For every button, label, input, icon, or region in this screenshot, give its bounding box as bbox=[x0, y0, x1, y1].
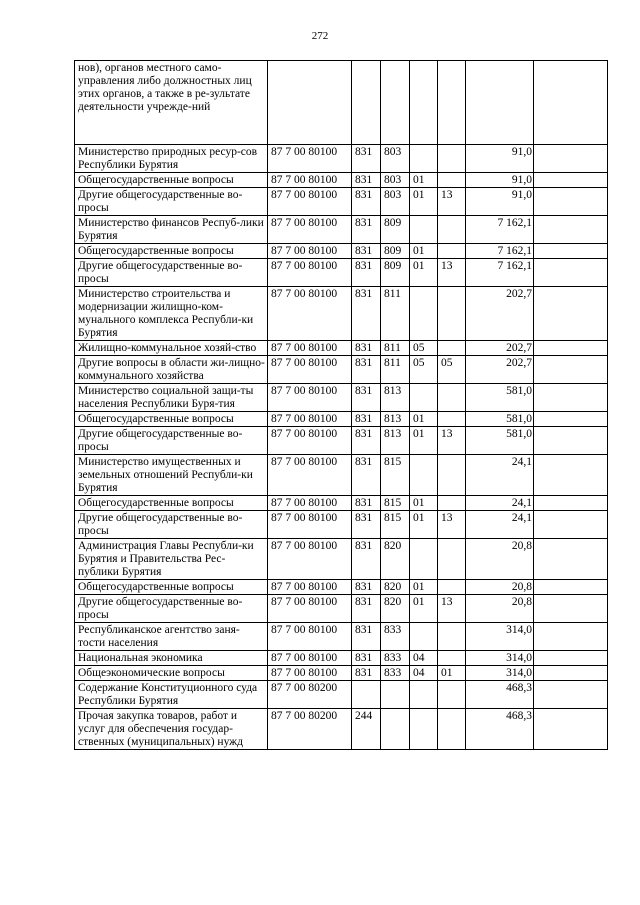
target-article-cell: 87 7 00 80100 bbox=[268, 623, 352, 651]
table-row bbox=[75, 580, 608, 595]
expense-type-cell: 831 bbox=[352, 595, 381, 623]
subsection-cell: 13 bbox=[438, 595, 466, 623]
amount-cell: 468,3 bbox=[466, 709, 534, 750]
amount-cell: 20,8 bbox=[466, 595, 534, 623]
expense-type-cell: 831 bbox=[352, 244, 381, 259]
table-row bbox=[75, 341, 608, 356]
row-name-cell: Жилищно-коммунальное хозяй-ство bbox=[75, 341, 268, 356]
subsection-cell bbox=[438, 539, 466, 580]
row-name-cell: Общегосударственные вопросы bbox=[75, 496, 268, 511]
target-article-cell: 87 7 00 80100 bbox=[268, 384, 352, 412]
expense-type-cell: 831 bbox=[352, 384, 381, 412]
expense-type-cell: 831 bbox=[352, 580, 381, 595]
department-code-cell: 813 bbox=[381, 384, 410, 412]
department-code-cell: 820 bbox=[381, 595, 410, 623]
amount-cell: 202,7 bbox=[466, 341, 534, 356]
expense-type-cell: 831 bbox=[352, 623, 381, 651]
table-row bbox=[75, 384, 608, 412]
expense-type-cell: 831 bbox=[352, 496, 381, 511]
section-cell bbox=[410, 287, 438, 341]
target-article-cell: 87 7 00 80100 bbox=[268, 496, 352, 511]
target-article-cell: 87 7 00 80100 bbox=[268, 145, 352, 173]
subsection-cell bbox=[438, 709, 466, 750]
amount-cell: 20,8 bbox=[466, 539, 534, 580]
target-article-cell: 87 7 00 80100 bbox=[268, 511, 352, 539]
department-code-cell: 803 bbox=[381, 173, 410, 188]
section-cell bbox=[410, 709, 438, 750]
department-code-cell: 820 bbox=[381, 580, 410, 595]
target-article-cell: 87 7 00 80200 bbox=[268, 681, 352, 709]
section-cell bbox=[410, 681, 438, 709]
target-article-cell: 87 7 00 80100 bbox=[268, 455, 352, 496]
department-code-cell: 813 bbox=[381, 412, 410, 427]
extra-cell bbox=[534, 511, 608, 539]
subsection-cell bbox=[438, 412, 466, 427]
extra-cell bbox=[534, 244, 608, 259]
table-row bbox=[75, 455, 608, 496]
row-name-cell: Министерство природных ресур-сов Республики Бурятия bbox=[75, 145, 268, 173]
section-cell: 05 bbox=[410, 356, 438, 384]
amount-cell: 468,3 bbox=[466, 681, 534, 709]
subsection-cell: 01 bbox=[438, 666, 466, 681]
budget-table-body bbox=[75, 61, 608, 750]
section-cell: 04 bbox=[410, 651, 438, 666]
row-name-cell: Администрация Главы Республи-ки Бурятия и Правительства Рес-публики Бурятия bbox=[75, 539, 268, 580]
table-row bbox=[75, 666, 608, 681]
department-code-cell bbox=[381, 61, 410, 145]
extra-cell bbox=[534, 341, 608, 356]
amount-cell: 581,0 bbox=[466, 427, 534, 455]
extra-cell bbox=[534, 666, 608, 681]
table-row bbox=[75, 595, 608, 623]
extra-cell bbox=[534, 61, 608, 145]
extra-cell bbox=[534, 259, 608, 287]
subsection-cell: 13 bbox=[438, 511, 466, 539]
department-code-cell: 833 bbox=[381, 623, 410, 651]
row-name-cell: Прочая закупка товаров, работ и услуг для обеспечения государ-ственных (муниципальных) нужд bbox=[75, 709, 268, 750]
amount-cell: 20,8 bbox=[466, 580, 534, 595]
table-row bbox=[75, 709, 608, 750]
table-row bbox=[75, 188, 608, 216]
section-cell bbox=[410, 455, 438, 496]
extra-cell bbox=[534, 580, 608, 595]
department-code-cell: 809 bbox=[381, 216, 410, 244]
extra-cell bbox=[534, 709, 608, 750]
subsection-cell bbox=[438, 287, 466, 341]
row-name-cell: Другие общегосударственные во-просы bbox=[75, 188, 268, 216]
row-name-cell: Общегосударственные вопросы bbox=[75, 173, 268, 188]
section-cell: 01 bbox=[410, 259, 438, 287]
subsection-cell: 05 bbox=[438, 356, 466, 384]
extra-cell bbox=[534, 623, 608, 651]
amount-cell bbox=[466, 61, 534, 145]
amount-cell: 91,0 bbox=[466, 173, 534, 188]
amount-cell: 24,1 bbox=[466, 511, 534, 539]
amount-cell: 581,0 bbox=[466, 412, 534, 427]
page-number: 272 bbox=[311, 30, 329, 42]
department-code-cell: 811 bbox=[381, 287, 410, 341]
row-name-cell: Содержание Конституционного суда Республики Бурятия bbox=[75, 681, 268, 709]
table-row bbox=[75, 511, 608, 539]
row-name-cell: Другие вопросы в области жи-лищно-коммунального хозяйства bbox=[75, 356, 268, 384]
amount-cell: 91,0 bbox=[466, 145, 534, 173]
budget-table bbox=[74, 60, 608, 750]
subsection-cell bbox=[438, 623, 466, 651]
section-cell: 05 bbox=[410, 341, 438, 356]
table-row bbox=[75, 216, 608, 244]
target-article-cell: 87 7 00 80100 bbox=[268, 244, 352, 259]
subsection-cell bbox=[438, 145, 466, 173]
target-article-cell: 87 7 00 80100 bbox=[268, 259, 352, 287]
target-article-cell: 87 7 00 80100 bbox=[268, 341, 352, 356]
section-cell: 01 bbox=[410, 427, 438, 455]
department-code-cell: 811 bbox=[381, 356, 410, 384]
table-row bbox=[75, 173, 608, 188]
section-cell: 01 bbox=[410, 496, 438, 511]
extra-cell bbox=[534, 427, 608, 455]
section-cell bbox=[410, 145, 438, 173]
section-cell bbox=[410, 61, 438, 145]
row-name-cell: Общегосударственные вопросы bbox=[75, 580, 268, 595]
row-name-cell: Другие общегосударственные во-просы bbox=[75, 595, 268, 623]
subsection-cell bbox=[438, 455, 466, 496]
section-cell: 01 bbox=[410, 244, 438, 259]
extra-cell bbox=[534, 496, 608, 511]
table-row bbox=[75, 651, 608, 666]
amount-cell: 314,0 bbox=[466, 651, 534, 666]
extra-cell bbox=[534, 681, 608, 709]
department-code-cell: 833 bbox=[381, 651, 410, 666]
row-name-cell: Другие общегосударственные во-просы bbox=[75, 511, 268, 539]
target-article-cell: 87 7 00 80100 bbox=[268, 666, 352, 681]
expense-type-cell: 831 bbox=[352, 455, 381, 496]
expense-type-cell: 831 bbox=[352, 216, 381, 244]
target-article-cell: 87 7 00 80200 bbox=[268, 709, 352, 750]
target-article-cell: 87 7 00 80100 bbox=[268, 356, 352, 384]
subsection-cell: 13 bbox=[438, 427, 466, 455]
department-code-cell: 815 bbox=[381, 455, 410, 496]
section-cell bbox=[410, 216, 438, 244]
subsection-cell: 13 bbox=[438, 188, 466, 216]
extra-cell bbox=[534, 356, 608, 384]
amount-cell: 24,1 bbox=[466, 496, 534, 511]
target-article-cell bbox=[268, 61, 352, 145]
row-name-cell: Министерство социальной защи-ты населения Республики Буря-тия bbox=[75, 384, 268, 412]
department-code-cell: 803 bbox=[381, 145, 410, 173]
department-code-cell: 811 bbox=[381, 341, 410, 356]
extra-cell bbox=[534, 384, 608, 412]
target-article-cell: 87 7 00 80100 bbox=[268, 173, 352, 188]
department-code-cell: 820 bbox=[381, 539, 410, 580]
expense-type-cell: 831 bbox=[352, 539, 381, 580]
expense-type-cell: 831 bbox=[352, 173, 381, 188]
expense-type-cell: 831 bbox=[352, 511, 381, 539]
target-article-cell: 87 7 00 80100 bbox=[268, 539, 352, 580]
target-article-cell: 87 7 00 80100 bbox=[268, 188, 352, 216]
section-cell: 01 bbox=[410, 173, 438, 188]
row-name-cell: Национальная экономика bbox=[75, 651, 268, 666]
subsection-cell bbox=[438, 580, 466, 595]
expense-type-cell: 831 bbox=[352, 427, 381, 455]
subsection-cell bbox=[438, 216, 466, 244]
section-cell: 01 bbox=[410, 188, 438, 216]
extra-cell bbox=[534, 412, 608, 427]
subsection-cell bbox=[438, 651, 466, 666]
department-code-cell: 815 bbox=[381, 496, 410, 511]
amount-cell: 24,1 bbox=[466, 455, 534, 496]
expense-type-cell: 831 bbox=[352, 259, 381, 287]
row-name-cell: Министерство строительства и модернизации жилищно-ком-мунального комплекса Республи-ки Бурятия bbox=[75, 287, 268, 341]
expense-type-cell: 831 bbox=[352, 666, 381, 681]
amount-cell: 314,0 bbox=[466, 666, 534, 681]
table-row bbox=[75, 356, 608, 384]
subsection-cell bbox=[438, 244, 466, 259]
amount-cell: 314,0 bbox=[466, 623, 534, 651]
target-article-cell: 87 7 00 80100 bbox=[268, 427, 352, 455]
row-name-cell: Министерство имущественных и земельных отношений Республи-ки Бурятия bbox=[75, 455, 268, 496]
section-cell: 01 bbox=[410, 412, 438, 427]
extra-cell bbox=[534, 216, 608, 244]
amount-cell: 202,7 bbox=[466, 356, 534, 384]
table-row bbox=[75, 412, 608, 427]
expense-type-cell: 831 bbox=[352, 341, 381, 356]
section-cell: 01 bbox=[410, 511, 438, 539]
row-name-cell: Другие общегосударственные во-просы bbox=[75, 427, 268, 455]
subsection-cell bbox=[438, 341, 466, 356]
section-cell bbox=[410, 623, 438, 651]
table-row bbox=[75, 496, 608, 511]
extra-cell bbox=[534, 595, 608, 623]
expense-type-cell bbox=[352, 681, 381, 709]
expense-type-cell: 831 bbox=[352, 651, 381, 666]
target-article-cell: 87 7 00 80100 bbox=[268, 595, 352, 623]
target-article-cell: 87 7 00 80100 bbox=[268, 651, 352, 666]
table-row bbox=[75, 61, 608, 145]
expense-type-cell: 831 bbox=[352, 356, 381, 384]
table-row bbox=[75, 287, 608, 341]
extra-cell bbox=[534, 173, 608, 188]
extra-cell bbox=[534, 455, 608, 496]
subsection-cell: 13 bbox=[438, 259, 466, 287]
row-name-cell: нов), органов местного само-управления либо должностных лиц этих органов, а также в ре-зультате деятельности учрежде-ний bbox=[75, 61, 268, 145]
department-code-cell bbox=[381, 709, 410, 750]
row-name-cell: Министерство финансов Респуб-лики Бурятия bbox=[75, 216, 268, 244]
subsection-cell bbox=[438, 496, 466, 511]
amount-cell: 7 162,1 bbox=[466, 216, 534, 244]
target-article-cell: 87 7 00 80100 bbox=[268, 287, 352, 341]
table-row bbox=[75, 681, 608, 709]
row-name-cell: Республиканское агентство заня-тости населения bbox=[75, 623, 268, 651]
department-code-cell: 815 bbox=[381, 511, 410, 539]
extra-cell bbox=[534, 539, 608, 580]
extra-cell bbox=[534, 287, 608, 341]
table-row bbox=[75, 427, 608, 455]
extra-cell bbox=[534, 188, 608, 216]
section-cell: 01 bbox=[410, 580, 438, 595]
target-article-cell: 87 7 00 80100 bbox=[268, 412, 352, 427]
expense-type-cell: 831 bbox=[352, 188, 381, 216]
expense-type-cell: 831 bbox=[352, 412, 381, 427]
expense-type-cell bbox=[352, 61, 381, 145]
section-cell: 01 bbox=[410, 595, 438, 623]
expense-type-cell: 244 bbox=[352, 709, 381, 750]
expense-type-cell: 831 bbox=[352, 145, 381, 173]
department-code-cell: 813 bbox=[381, 427, 410, 455]
extra-cell bbox=[534, 145, 608, 173]
table-row bbox=[75, 244, 608, 259]
amount-cell: 581,0 bbox=[466, 384, 534, 412]
section-cell: 04 bbox=[410, 666, 438, 681]
amount-cell: 91,0 bbox=[466, 188, 534, 216]
subsection-cell bbox=[438, 384, 466, 412]
department-code-cell bbox=[381, 681, 410, 709]
target-article-cell: 87 7 00 80100 bbox=[268, 216, 352, 244]
subsection-cell bbox=[438, 681, 466, 709]
amount-cell: 7 162,1 bbox=[466, 259, 534, 287]
row-name-cell: Общеэкономические вопросы bbox=[75, 666, 268, 681]
amount-cell: 202,7 bbox=[466, 287, 534, 341]
section-cell bbox=[410, 539, 438, 580]
row-name-cell: Общегосударственные вопросы bbox=[75, 412, 268, 427]
table-row bbox=[75, 259, 608, 287]
section-cell bbox=[410, 384, 438, 412]
extra-cell bbox=[534, 651, 608, 666]
target-article-cell: 87 7 00 80100 bbox=[268, 580, 352, 595]
department-code-cell: 809 bbox=[381, 244, 410, 259]
table-row bbox=[75, 145, 608, 173]
subsection-cell bbox=[438, 173, 466, 188]
department-code-cell: 803 bbox=[381, 188, 410, 216]
subsection-cell bbox=[438, 61, 466, 145]
department-code-cell: 809 bbox=[381, 259, 410, 287]
row-name-cell: Общегосударственные вопросы bbox=[75, 244, 268, 259]
table-row bbox=[75, 539, 608, 580]
expense-type-cell: 831 bbox=[352, 287, 381, 341]
row-name-cell: Другие общегосударственные во-просы bbox=[75, 259, 268, 287]
department-code-cell: 833 bbox=[381, 666, 410, 681]
amount-cell: 7 162,1 bbox=[466, 244, 534, 259]
table-row bbox=[75, 623, 608, 651]
